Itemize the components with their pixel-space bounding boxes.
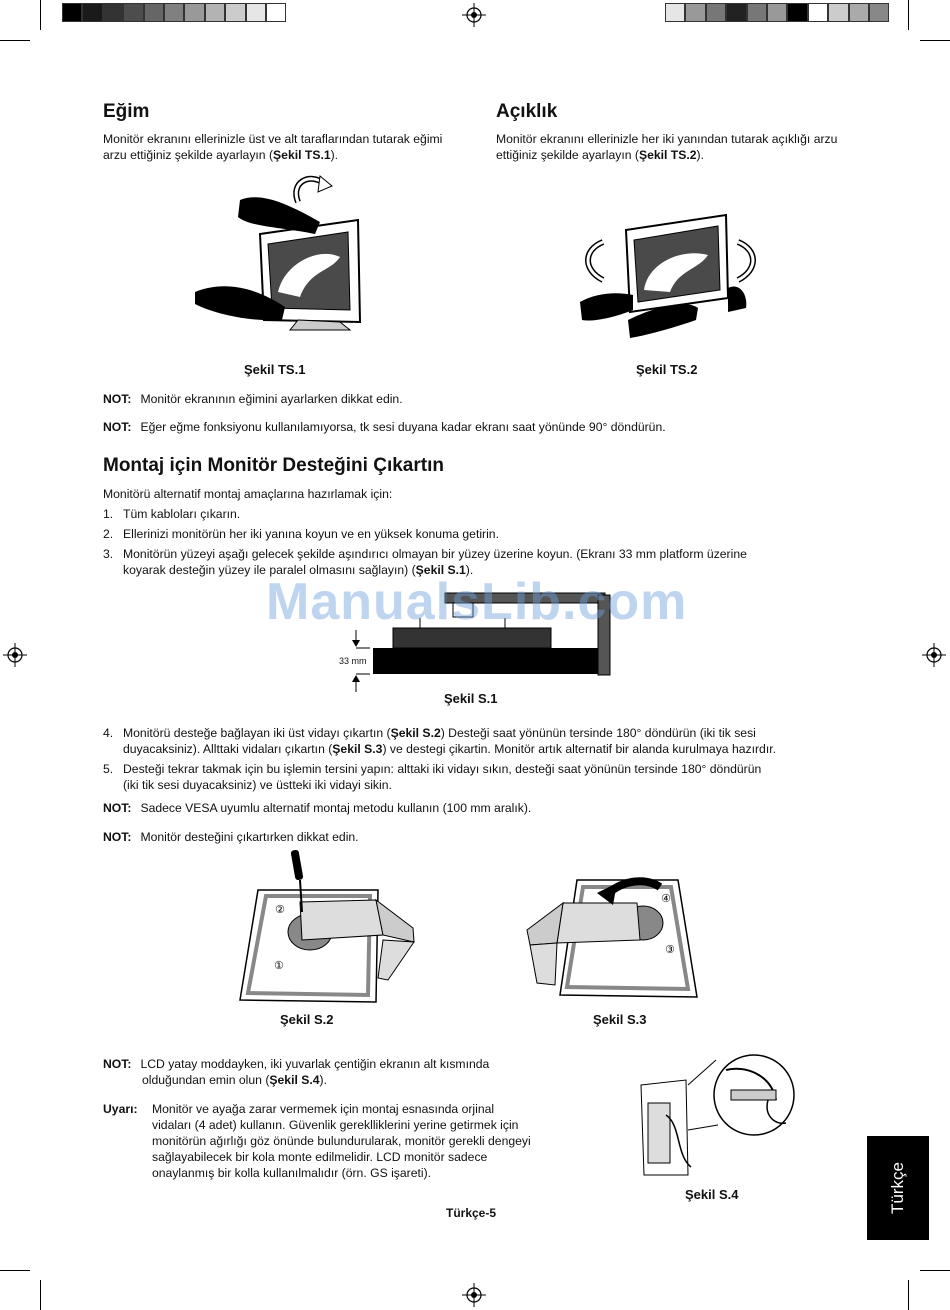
figure-s3-illustration [525,875,700,1000]
remove-stand-intro: Monitörü alternatif montaj amaçlarına hazırlamak için: [103,487,393,501]
registration-crosshair-icon [462,1283,486,1307]
section-title-swivel: Açıklık [496,101,558,122]
figure-caption-s3: Şekil S.3 [593,1012,647,1027]
figure-caption-s4: Şekil S.4 [685,1187,739,1202]
rotate-arrow-icon [738,242,753,280]
figure-s4-illustration [636,1045,796,1180]
section-title-remove-stand: Montaj için Monitör Desteğini Çıkartın [103,455,444,476]
color-swatch [808,3,828,22]
crop-mark [0,40,30,41]
figure-caption-s1: Şekil S.1 [444,691,498,706]
color-swatch [184,3,204,22]
color-swatch [726,3,746,22]
color-swatch [828,3,848,22]
figure-caption-s2: Şekil S.2 [280,1012,334,1027]
color-swatch [205,3,225,22]
note-tilt-unavailable: NOT: Eğer eğme fonksiyonu kullanılamıyorsa, tk sesi duyana kadar ekranı saat yönünde 90° döndürün. [103,420,666,434]
registration-crosshair-icon [922,643,946,667]
rotate-arrow-icon [588,242,603,280]
watermark: ManualsLib.com [266,573,688,631]
page-number: Türkçe-5 [446,1206,497,1220]
figure-tilt-illustration [190,172,370,332]
crop-mark [920,40,950,41]
color-swatch [849,3,869,22]
figure-swivel-illustration [578,210,768,345]
color-swatch [225,3,245,22]
list-item: 3. Monitörün yüzeyi aşağı gelecek şekilde aşındırıcı olmayan bir yüzey üzerine koyun. (Ekranı 33 mm platform üzerine koyarak desteğin yüzey ile paralel olmasını sağlayın) (Şekil S.1). [103,547,747,577]
color-swatch [685,3,705,22]
registration-crosshair-icon [462,3,486,27]
swivel-instructions: Monitör ekranını ellerinizle her iki yanından tutarak açıklığı arzu ettiğiniz şekilde ayarlayın (Şekil TS.2). [496,132,838,162]
dimension-label: 33 mm [339,656,367,666]
list-item: 5. Desteği tekrar takmak için bu işlemin tersini yapın: alttaki iki vidayı sıkın, desteği saat yönünün tersinde 180° döndürün (iki tik sesi duyacaksiniz) ve üstteki iki vidayi sikin. [103,762,762,792]
color-swatch [266,3,286,22]
rotate-arrow-icon [296,176,332,202]
note-tilt-caution: NOT: Monitör ekranının eğimini ayarlarken dikkat edin. [103,392,403,406]
marker: ② [275,903,285,916]
figure-caption-ts1: Şekil TS.1 [244,362,306,377]
section-title-tilt: Eğim [103,101,150,122]
crop-mark [0,1270,30,1271]
color-swatch [706,3,726,22]
registration-crosshair-icon [3,643,27,667]
list-item: 4. Monitörü desteğe bağlayan iki üst vidayı çıkartın (Şekil S.2) Desteği saat yönünün tersinde 180° döndürün (iki tik sesi duyacaksiniz). Allttaki vidaları çıkartın (Şekil S.3) ve destegi çikartin. Monitör artık alternatif bir alanda kurulmaya hazırdır. [103,726,776,756]
color-swatch [747,3,767,22]
color-swatch [82,3,102,22]
note-vesa: NOT: Sadece VESA uyumlu alternatif montaj metodu kullanın (100 mm aralık). [103,801,532,815]
crop-mark [40,0,41,30]
tilt-instructions: Monitör ekranını ellerinizle üst ve alt taraflarından tutarak eğimi arzu ettiğiniz şekilde ayarlayın (Şekil TS.1). [103,132,443,162]
screwdriver-icon [290,850,303,880]
color-swatch [869,3,889,22]
marker: ④ [661,892,671,905]
marker: ③ [665,943,675,956]
language-tab: Türkçe [867,1136,929,1240]
note-stand-caution: NOT: Monitör desteğini çıkartırken dikkat edin. [103,830,359,844]
hand-icon [580,293,633,320]
hand-icon [238,197,320,234]
crop-mark [908,0,909,30]
figure-s2-illustration [238,850,418,1005]
crop-mark [920,1270,950,1271]
color-swatch [62,3,82,22]
color-swatch [246,3,266,22]
color-swatch [767,3,787,22]
color-swatch [665,3,685,22]
note-landscape-notches: NOT: LCD yatay moddayken, iki yuvarlak çentiğin ekranın alt kısmında olduğundan emin olun (Şekil S.4). [103,1057,490,1087]
color-swatch [103,3,123,22]
crop-mark [40,1280,41,1310]
marker: ① [274,959,284,972]
color-swatch [164,3,184,22]
color-swatch [787,3,807,22]
figure-caption-ts2: Şekil TS.2 [636,362,698,377]
color-swatch [144,3,164,22]
crop-mark [908,1280,909,1310]
color-swatch [123,3,143,22]
hand-icon [728,286,746,312]
